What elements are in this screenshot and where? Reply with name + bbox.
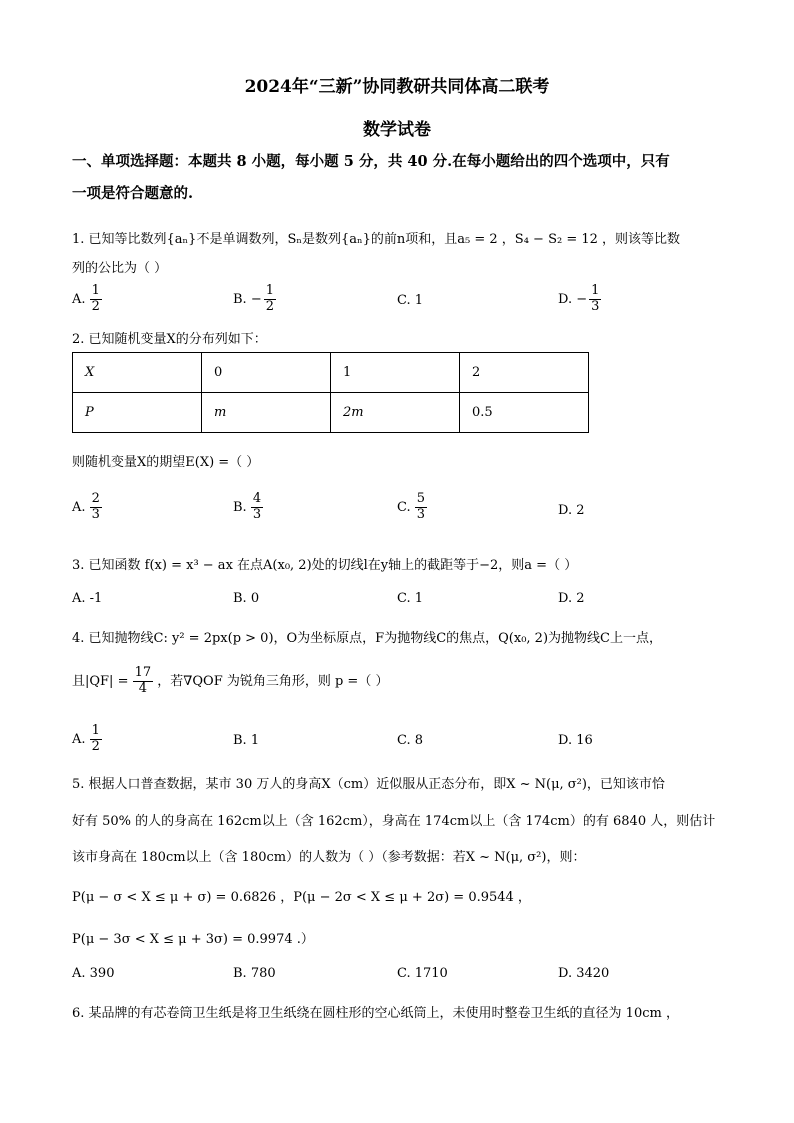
q5-line5: P(μ − 3σ < X ≤ μ + 3σ) = 0.9974 .） — [72, 932, 314, 947]
table-cell: 2 — [460, 353, 589, 393]
q2-option-b: B. $\frac{4}{3}$ — [233, 491, 262, 522]
table-cell: 0 — [202, 353, 331, 393]
section-heading-line2: 一项是符合题意的. — [72, 185, 194, 202]
q4-option-a: A. $\frac{1}{2}$ — [72, 723, 100, 754]
q1-line2: 列的公比为（ ） — [72, 261, 168, 276]
q1-option-d: D. − $\frac{1}{3}$ — [558, 283, 600, 314]
table-cell: 1 — [331, 353, 460, 393]
exam-subtitle: 数学试卷 — [363, 120, 431, 140]
exam-title: 2024年“三新”协同教研共同体高二联考 — [244, 77, 550, 97]
q6-line1: 6. 某品牌的有芯卷筒卫生纸是将卫生纸绕在圆柱形的空心纸筒上，未使用时整卷卫生纸的直径为 10cm ， — [72, 1006, 679, 1021]
q5-option-d: D. 3420 — [558, 966, 610, 981]
q2-option-c: C. $\frac{5}{3}$ — [397, 491, 426, 522]
section-heading-line1: 一、单项选择题：本题共 8 小题，每小题 5 分，共 40 分.在每小题给出的四个选项中，只有 — [72, 153, 670, 170]
q4-option-c: C. 8 — [397, 733, 424, 748]
q2-after: 则随机变量X的期望E(X) =（ ） — [72, 455, 260, 470]
table-cell: m — [202, 393, 331, 433]
q5-option-b: B. 780 — [233, 966, 276, 981]
q3-option-d: D. 2 — [558, 591, 585, 606]
table-row — [73, 353, 589, 393]
table-cell: 2m — [331, 393, 460, 433]
table-cell: 0.5 — [460, 393, 589, 433]
q5-line1: 5. 根据人口普查数据，某市 30 万人的身高X（cm）近似服从正态分布，即X ~ N(μ, σ²)，已知该市恰 — [72, 777, 665, 792]
q1-option-a: A. $\frac{1}{2}$ — [72, 283, 100, 314]
q4-option-d: D. 16 — [558, 733, 593, 748]
q2-option-d: D. 2 — [558, 503, 585, 518]
q4-option-b: B. 1 — [233, 733, 260, 748]
q5-line2: 好有 50% 的人的身高在 162cm以上（含 162cm），身高在 174cm以上（含 174cm）的有 6840 人，则估计 — [72, 814, 716, 829]
q3-option-c: C. 1 — [397, 591, 424, 606]
table-cell: X — [73, 353, 202, 393]
q5-line4: P(μ − σ < X ≤ μ + σ) = 0.6826 ，P(μ − 2σ < X ≤ μ + 2σ) = 0.9544 ， — [72, 890, 531, 905]
q5-option-a: A. 390 — [72, 966, 115, 981]
q4-line2: 且|QF| = $\frac{17}{4}$ ，若∇QOF 为锐角三角形，则 p =（ ） — [72, 665, 389, 696]
q3-stem: 3. 已知函数 f(x) = x³ − ax 在点A(x₀, 2)处的切线l在y轴上的截距等于−2，则a =（ ） — [72, 558, 578, 573]
table-row — [73, 393, 589, 433]
q3-option-b: B. 0 — [233, 591, 260, 606]
distribution-table — [72, 352, 589, 433]
q5-line3: 该市身高在 180cm以上（含 180cm）的人数为（ ）（参考数据：若X ~ N(μ, σ²)，则： — [72, 850, 586, 865]
q1-option-b: B. − $\frac{1}{2}$ — [233, 283, 275, 314]
q5-option-c: C. 1710 — [397, 966, 448, 981]
q1-line1: 1. 已知等比数列{aₙ}不是单调数列，Sₙ是数列{aₙ}的前n项和，且a₅ = 2 ，S₄ − S₂ = 12 ，则该等比数 — [72, 232, 681, 247]
q4-line1: 4. 已知抛物线C: y² = 2px(p > 0)，O为坐标原点，F为抛物线C的焦点，Q(x₀, 2)为抛物线C上一点， — [72, 631, 662, 646]
q2-stem: 2. 已知随机变量X的分布列如下： — [72, 332, 267, 347]
table-cell: P — [73, 393, 202, 433]
q3-option-a: A. -1 — [72, 591, 103, 606]
q2-option-a: A. $\frac{2}{3}$ — [72, 491, 100, 522]
q1-option-c: C. 1 — [397, 293, 424, 308]
